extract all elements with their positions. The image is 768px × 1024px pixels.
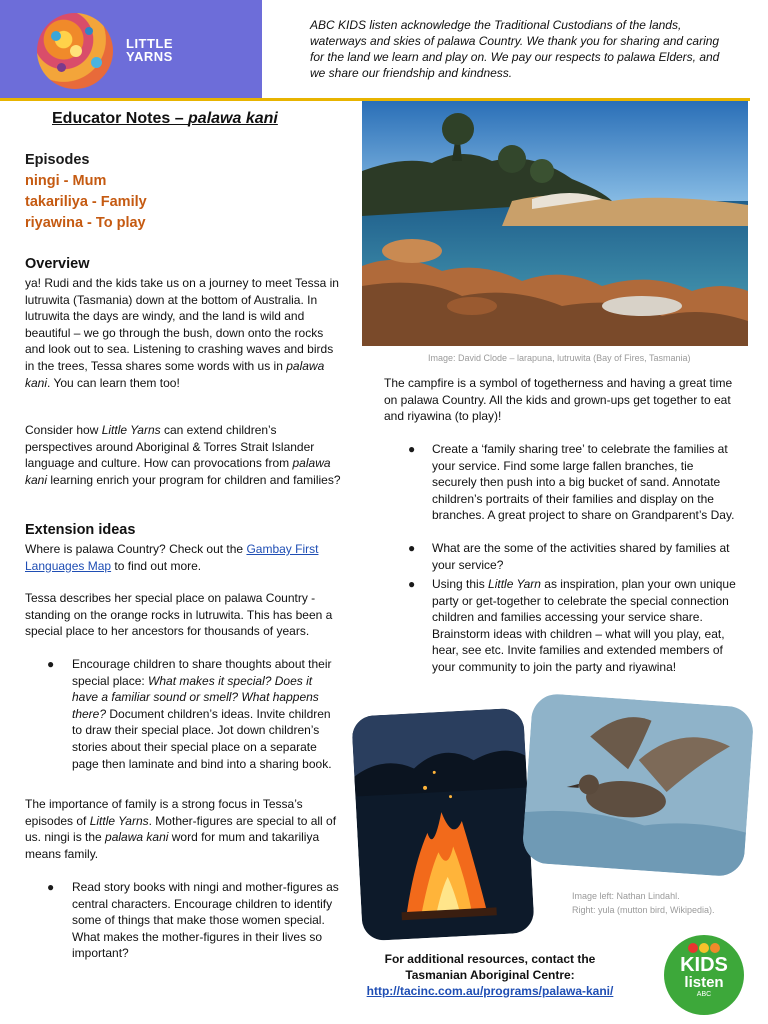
little-yarns-logo-icon xyxy=(37,13,113,89)
extension-paragraph-2: Tessa describes her special place on palawa Country - standing on the orange rocks in lutruwita. This has been a special place to her ancestors for thousands of years. xyxy=(25,591,333,639)
text-run: as inspiration, plan your own unique party or get-together to celebrate the special connection children and families accessing your service share. Brainstorm ideas with children – what will you play, eat, hear, see etc. Invite families and extended members of your community to join the party and riyawina! xyxy=(432,577,736,674)
main-photo-caption: Image: David Clode – larapuna, lutruwita (Bay of Fires, Tasmania) xyxy=(428,353,691,363)
logo-dot xyxy=(70,45,82,57)
bullet-item: Read story books with ningi and mother-figures as central characters. Encourage children to identify some of things that make those women special. What makes the mother-figures in their lives so important? xyxy=(72,880,339,961)
text-run-italic: palawa kani xyxy=(25,358,325,390)
logo-dot xyxy=(85,27,93,35)
text-run-italic: Little Yarns xyxy=(89,813,149,828)
mutton-bird-illustration xyxy=(521,692,754,877)
episodes-heading: Episodes xyxy=(25,152,90,168)
campfire-photo xyxy=(351,708,535,942)
overview-heading: Overview xyxy=(25,256,90,272)
text-run: Using this xyxy=(432,577,489,591)
text-run: to find out more. xyxy=(111,558,202,573)
contact-line-2: Tasmanian Aboriginal Centre: xyxy=(405,968,575,982)
logo-dot xyxy=(51,31,61,41)
episode-item: ningi - Mum xyxy=(25,173,107,189)
overview-paragraph-1 xyxy=(25,275,343,391)
small-caption-1: Image left: Nathan Lindahl. xyxy=(572,891,680,901)
text-run: . You can learn them too! xyxy=(47,375,180,390)
title-italic: palawa kani xyxy=(188,110,278,127)
bay-of-fires-illustration xyxy=(362,101,748,346)
episode-item: riyawina - To play xyxy=(25,215,146,231)
bullet-icon: ● xyxy=(408,577,416,591)
extension-paragraph-3 xyxy=(25,796,343,862)
listen-logo-text: listen xyxy=(684,974,724,991)
logo-text xyxy=(126,37,173,63)
text-run-italic: palawa kani xyxy=(105,830,169,845)
text-run: learning enrich your program for children and families? xyxy=(47,472,341,487)
text-run: The importance of family is a strong focus in Tessa’s episodes of xyxy=(25,797,303,828)
abc-kids-listen-logo-icon xyxy=(664,935,744,1015)
campfire-paragraph: The campfire is a symbol of togetherness and having a great time on palawa Country. All the kids and grown-ups get together to eat and riyawina (to play)! xyxy=(384,376,733,424)
bullet-item xyxy=(432,576,738,676)
logo-dot xyxy=(57,63,66,72)
tacinc-link[interactable]: http://tacinc.com.au/programs/palawa-kani/ xyxy=(366,984,614,998)
campfire-illustration xyxy=(351,708,535,942)
text-run-italic: Little Yarns xyxy=(101,423,161,437)
text-run: Document children’s ideas. Invite children to draw their special place. Jot down children’s stories about their special place on a separate page then laminate and bind into a sharing book. xyxy=(72,706,332,771)
logo-text-line1: LITTLE xyxy=(126,36,174,51)
title-prefix: Educator Notes – xyxy=(52,110,189,127)
text-run-italic: Little Yarn xyxy=(488,577,541,591)
bullet-icon: ● xyxy=(47,880,55,894)
logo-dot xyxy=(91,57,102,68)
mutton-bird-photo xyxy=(521,692,754,877)
bullet-item xyxy=(72,656,340,772)
bullet-item: Create a ‘family sharing tree’ to celebrate the families at your service. Find some large fallen branches, tie securely then push into a big bucket of sand. Annotate children’s portraits of their families and display on the branches. A great project to share on Grandparent’s Day. xyxy=(432,442,735,523)
logo-dot xyxy=(699,943,709,953)
extension-paragraph-1 xyxy=(25,541,343,574)
text-run: word for mum and takariliya means family. xyxy=(25,830,320,861)
episode-item: takariliya - Family xyxy=(25,194,147,210)
text-run-italic: palawa kani xyxy=(25,456,331,487)
acknowledgement-text: ABC KIDS listen acknowledge the Traditional Custodians of the lands, waterways and skies of palawa Country. We thank you for sharing and caring for the land we learn and play on. We pay our respects to palawa Elders, and we share our friendship and kindness. xyxy=(310,18,720,80)
bullet-icon: ● xyxy=(408,541,416,555)
bullet-icon: ● xyxy=(47,657,55,671)
logo-text-line2: YARNS xyxy=(126,49,173,64)
logo-dot xyxy=(710,943,720,953)
overview-paragraph-2 xyxy=(25,422,343,488)
small-caption-2: Right: yula (mutton bird, Wikipedia). xyxy=(572,905,715,915)
bullet-item: What are the some of the activities shared by families at your service? xyxy=(432,541,730,572)
bay-of-fires-photo xyxy=(362,101,748,346)
text-run: can extend children’s perspectives around Aboriginal & Torres Strait Islander language and culture. How can provocations from xyxy=(25,423,315,471)
gambay-map-link[interactable]: Gambay First Languages Map xyxy=(25,542,319,573)
text-run: ya! Rudi and the kids take us on a journey to meet Tessa in lutruwita (Tasmania) down at the bottom of Australia. In lutruwita the days are windy, and the land is wild and beautiful – we go through the bush, down onto the rocks and look out to sea. Listening to crashing waves and birds in the trees, Tessa shares some words with us in xyxy=(25,276,339,373)
text-run: Encourage children to share thoughts about their special place: xyxy=(72,657,332,688)
text-run: Where is palawa Country? Check out the xyxy=(25,542,247,556)
text-run: . Mother-figures are special to all of us. ningi is the xyxy=(25,813,337,845)
text-run-italic: What makes it special? Does it have a familiar sound or smell? What happens there? xyxy=(72,673,319,721)
contact-line-1: For additional resources, contact the xyxy=(384,952,596,966)
page-title xyxy=(52,110,278,128)
logo-dot xyxy=(688,943,698,953)
abc-logo-text: ABC xyxy=(696,991,712,998)
kids-logo-text: KIDS xyxy=(680,954,728,976)
extension-heading: Extension ideas xyxy=(25,522,136,538)
text-run: Consider how xyxy=(25,423,102,437)
bullet-icon: ● xyxy=(408,442,416,456)
contact-link-wrapper xyxy=(340,983,640,999)
